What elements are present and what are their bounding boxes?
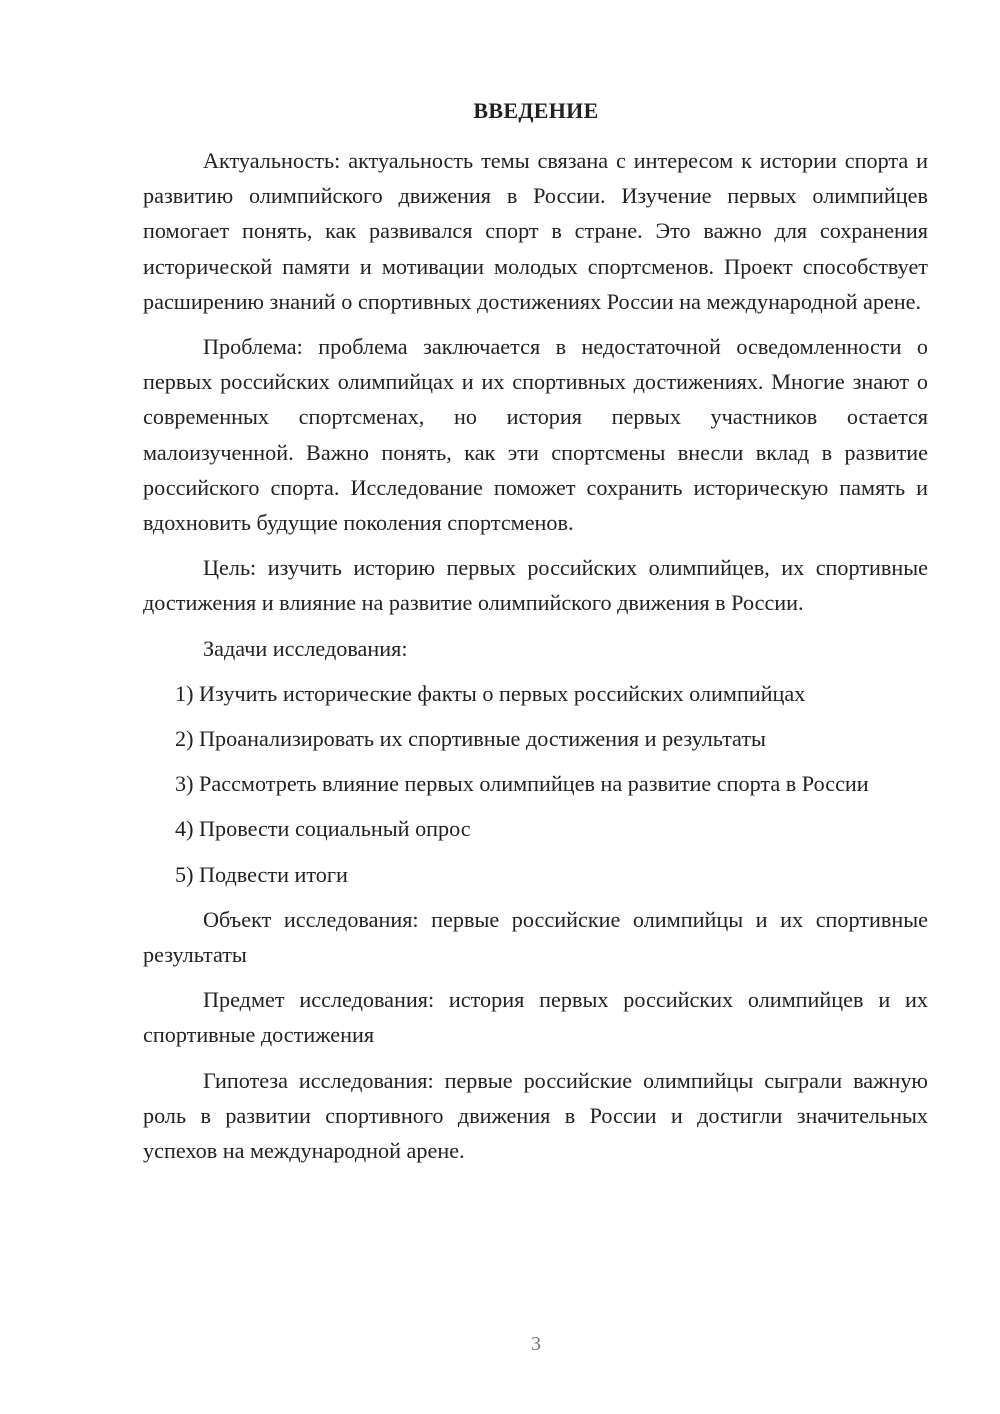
page-number: 3 — [531, 1333, 541, 1355]
object-paragraph: Объект исследования: первые российские олимпийцы и их спортивные результаты — [143, 906, 928, 968]
task-item: 1) Изучить исторические факты о первых российских олимпийцах — [175, 680, 806, 706]
task-item: 4) Провести социальный опрос — [175, 816, 471, 842]
tasks-heading: Задачи исследования: — [203, 635, 408, 661]
problem-paragraph: Проблема: проблема заключается в недостаточной осведомленности о первых российских олимпийцах и их спортивных достижениях. Многие знают о современных спортсменах, но история первых участников остается малоизученной. Важно понять, как эти спортсмены внесли вклад в развитие российского спорта. Исследование поможет сохранить историческую память и вдохновить будущие поколения спортсменов. — [143, 334, 928, 536]
goal-paragraph: Цель: изучить историю первых российских олимпийцев, их спортивные достижения и влияние на развитие олимпийского движения в России. — [143, 555, 928, 616]
relevance-paragraph: Актуальность: актуальность темы связана с интересом к истории спорта и развитию олимпийского движения в России. Изучение первых олимпийцев помогает понять, как развивался спорт в стране. Это важно для сохранения исторической памяти и мотивации молодых спортсменов. Проект способствует расширению знаний о спортивных достижениях России на международной арене. — [143, 148, 928, 314]
page-title: ВВЕДЕНИЕ — [473, 98, 599, 123]
task-item: 3) Рассмотреть влияние первых олимпийцев на развитие спорта в России — [175, 771, 869, 797]
task-item: 5) Подвести итоги — [175, 861, 348, 887]
task-item: 2) Проанализировать их спортивные достижения и результаты — [175, 726, 766, 752]
subject-paragraph: Предмет исследования: история первых российских олимпийцев и их спортивные достижения — [143, 987, 928, 1048]
document-body — [143, 143, 928, 1168]
hypothesis-paragraph: Гипотеза исследования: первые российские олимпийцы сыграли важную роль в развитии спортивного движения в России и достигли значительных успехов на международной арене. — [143, 1067, 928, 1164]
